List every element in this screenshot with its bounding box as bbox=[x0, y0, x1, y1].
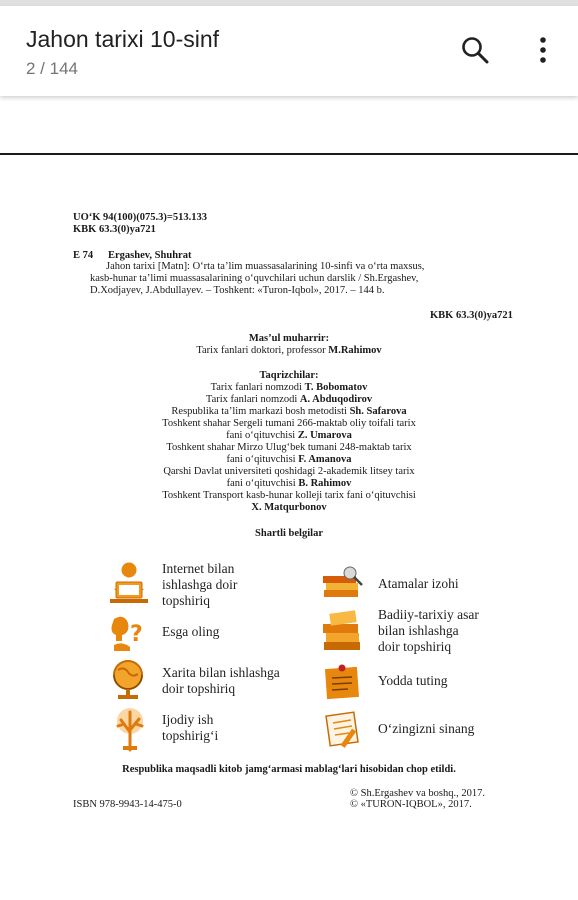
computer-user-icon bbox=[108, 560, 150, 606]
reviewer-line: Qarshi Davlat universiteti qoshidagi 2-akademik litsey tarix bbox=[163, 466, 415, 477]
document-title: Jahon tarixi 10-sinf bbox=[26, 26, 220, 52]
copyright-line: © «TURON-IQBOL», 2017. bbox=[350, 799, 472, 810]
bibliographic-line: D.Xodjayev, J.Abdullayev. – Toshkent: «Turon-Iqbol», 2017. – 144 b. bbox=[90, 285, 385, 296]
copyright-line: © Sh.Ergashev va boshq., 2017. bbox=[350, 788, 485, 799]
funding-note: Respublika maqsadli kitob jamg‘armasi mablag‘lari hisobidan chop etildi. bbox=[122, 764, 456, 775]
globe-icon bbox=[108, 658, 148, 702]
legend-item bbox=[108, 611, 148, 658]
reviewer-line: fani o‘qituvchisi F. Amanova bbox=[226, 454, 352, 465]
book-pile-icon bbox=[320, 608, 364, 654]
udk-code: UO‘K 94(100)(075.3)=513.133 bbox=[73, 212, 208, 223]
reviewer-line: fani o‘qituvchisi B. Rahimov bbox=[226, 478, 352, 489]
kbk-code-right: KBK 63.3(0)ya721 bbox=[430, 310, 513, 321]
reviewer-line: Tarix fanlari nomzodi A. Abduqodirov bbox=[205, 394, 373, 405]
legend-label: O‘zingizni sinang bbox=[378, 721, 475, 736]
author-name: Ergashev, Shuhrat bbox=[108, 250, 192, 261]
reviewer-line: fani o‘qituvchisi Z. Umarova bbox=[226, 430, 352, 441]
legend-label: Xarita bilan ishlashga doir topshiriq bbox=[162, 665, 280, 696]
more-vert-icon bbox=[538, 35, 548, 65]
editor-heading: Mas’ul muharrir: bbox=[248, 333, 330, 344]
kbk-code: KBK 63.3(0)ya721 bbox=[73, 224, 156, 235]
legend-item bbox=[320, 564, 364, 609]
legend-label: Esga oling bbox=[162, 624, 220, 639]
page-indicator: 2 / 144 bbox=[26, 59, 78, 78]
editor-text: Tarix fanlari doktori, professor bbox=[196, 345, 329, 356]
legend-label: Yodda tuting bbox=[378, 673, 448, 688]
editor-line bbox=[0, 345, 578, 356]
reviewer-line: Respublika ta’lim markazi bosh metodisti Sh. Safarova bbox=[171, 406, 407, 417]
app-toolbar bbox=[0, 6, 578, 96]
reviewer-line: X. Matqurbonov bbox=[251, 502, 327, 513]
reviewers-heading: Taqrizchilar: bbox=[259, 370, 319, 381]
pinned-note-icon bbox=[322, 662, 362, 702]
legend-item bbox=[320, 608, 364, 659]
books-stack-icon bbox=[320, 564, 364, 604]
catalog-code: E 74 bbox=[73, 250, 94, 261]
reviewer-line: Tarix fanlari nomzodi T. Bobomatov bbox=[210, 382, 368, 393]
notepad-pencil-icon bbox=[322, 708, 364, 748]
reviewer-line: Toshkent shahar Sergeli tumani 266-maktab oliy toifali tarix bbox=[162, 418, 416, 429]
question-head-icon bbox=[108, 611, 148, 653]
legend-label: Internet bilan ishlashga doir topshiriq bbox=[162, 561, 238, 608]
book-page bbox=[0, 96, 578, 900]
document-viewer[interactable] bbox=[0, 96, 578, 900]
isbn: ISBN 978-9943-14-475-0 bbox=[73, 799, 182, 810]
lightbulb-tree-icon bbox=[110, 706, 150, 752]
reviewer-line: Toshkent shahar Mirzo Ulug‘bek tumani 248-maktab tarix bbox=[166, 442, 412, 453]
legend-item bbox=[110, 706, 150, 757]
editor-name: M.Rahimov bbox=[328, 345, 382, 356]
legend-label: Ijodiy ish topshirig‘i bbox=[162, 712, 219, 743]
legend-item bbox=[108, 658, 148, 707]
legend-item bbox=[322, 708, 364, 753]
svg-text:?: ? bbox=[130, 622, 143, 647]
legend-item bbox=[322, 662, 362, 707]
legend-item bbox=[108, 560, 150, 611]
bibliographic-line: Jahon tarixi [Matn]: O‘rta ta’lim muassasalarining 10-sinfi va o‘rta maxsus, bbox=[106, 261, 425, 272]
legend-label: Atamalar izohi bbox=[378, 576, 459, 591]
more-options-button[interactable] bbox=[523, 30, 563, 70]
search-icon bbox=[460, 35, 490, 65]
legend-heading: Shartli belgilar bbox=[255, 528, 323, 539]
bibliographic-line: kasb-hunar ta’limi muassasalarining o‘quvchilari uchun darslik / Sh.Ergashev, bbox=[90, 273, 419, 284]
search-button[interactable] bbox=[455, 30, 495, 70]
reviewer-line: Toshkent Transport kasb-hunar kolleji tarix fani o‘qituvchisi bbox=[162, 490, 416, 501]
legend-label: Badiiy-tarixiy asar bilan ishlashga doir topshiriq bbox=[378, 607, 479, 654]
